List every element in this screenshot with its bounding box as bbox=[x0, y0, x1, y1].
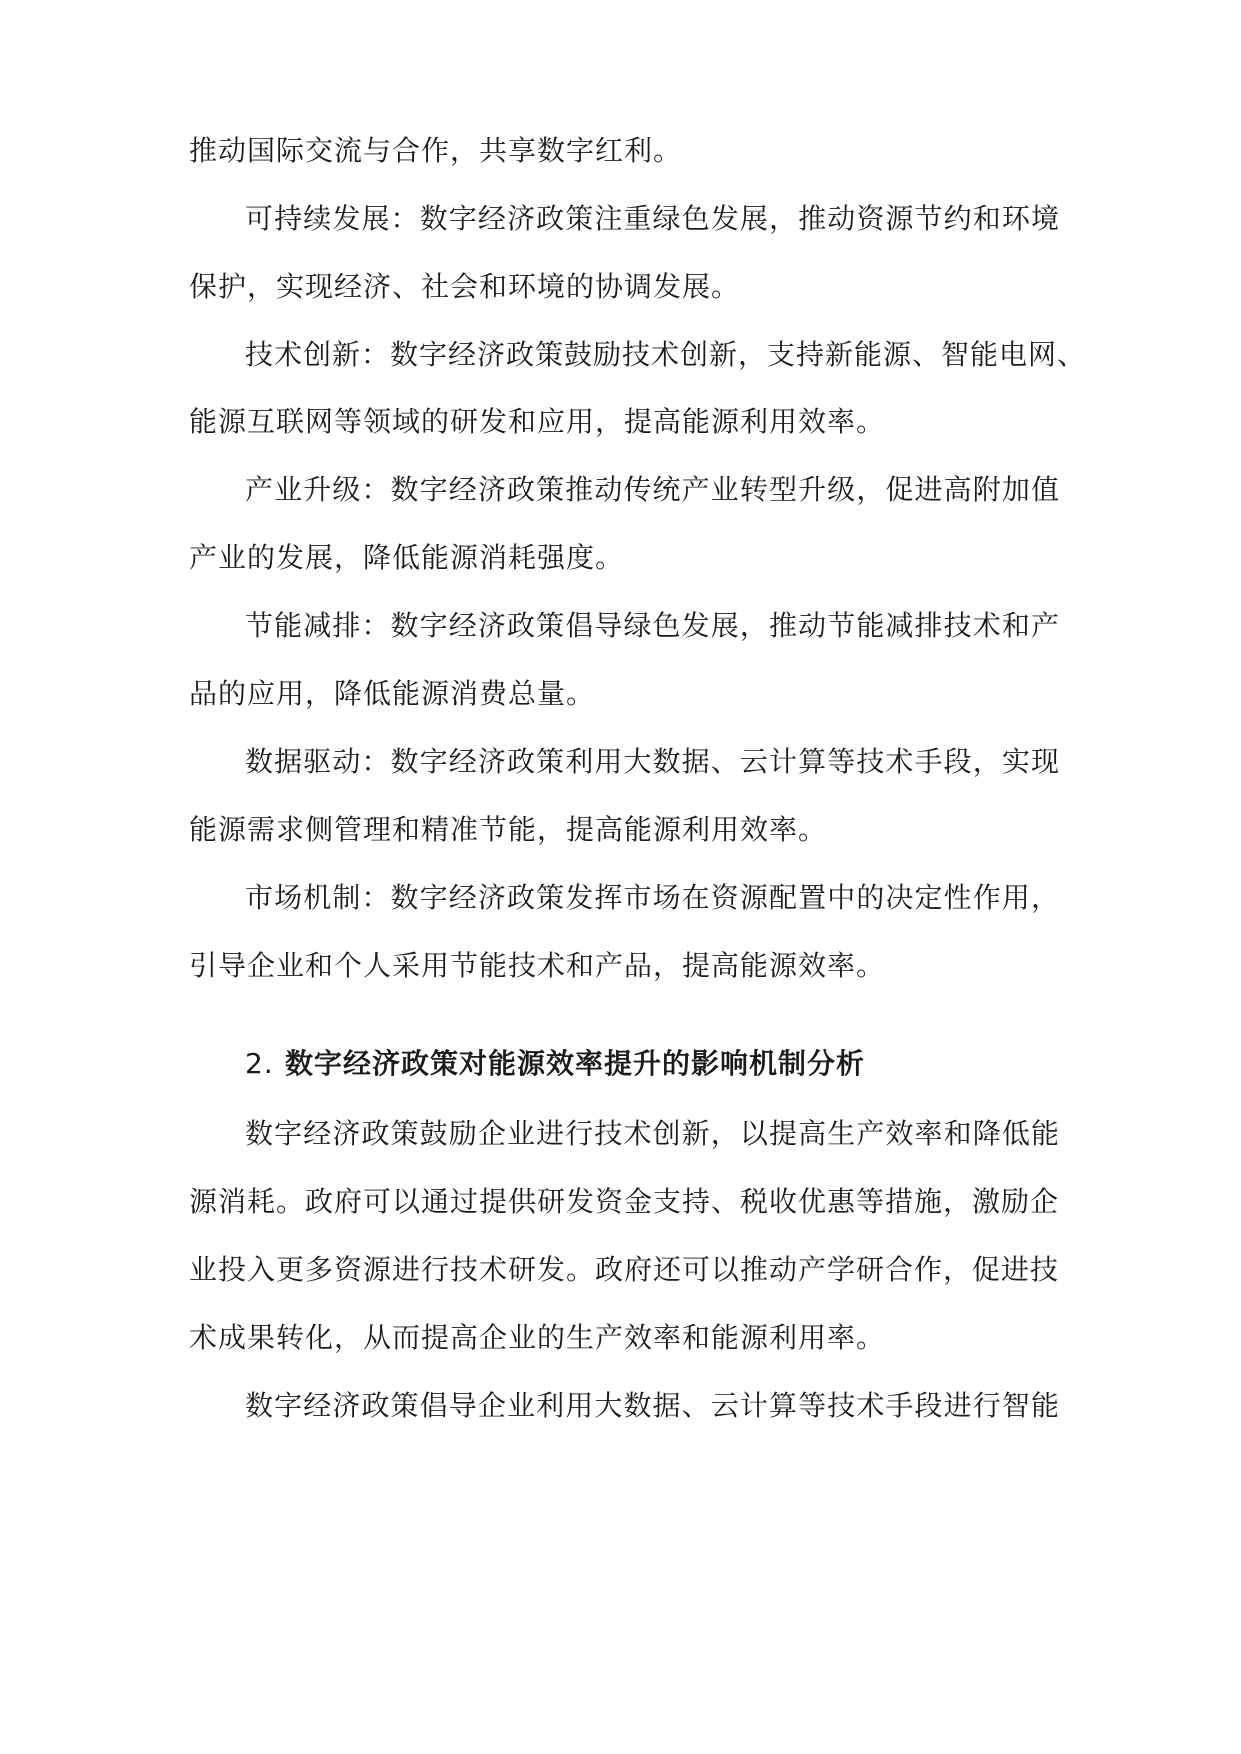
paragraph-line: 可持续发展：数字经济政策注重绿色发展，推动资源节约和环境 bbox=[245, 202, 1060, 235]
paragraph-line: 能源需求侧管理和精准节能，提高能源利用效率。 bbox=[189, 813, 828, 846]
paragraph-line: 保护，实现经济、社会和环境的协调发展。 bbox=[189, 270, 741, 303]
paragraph-line: 数据驱动：数字经济政策利用大数据、云计算等技术手段，实现 bbox=[245, 745, 1060, 778]
paragraph-line: 品的应用，降低能源消费总量。 bbox=[189, 677, 596, 710]
paragraph-line: 源消耗。政府可以通过提供研发资金支持、税收优惠等措施，激励企 bbox=[189, 1185, 1060, 1218]
section-title: 数字经济政策对能源效率提升的影响机制分析 bbox=[285, 1047, 866, 1080]
paragraph-line: 术成果转化，从而提高企业的生产效率和能源利用率。 bbox=[189, 1321, 886, 1354]
paragraph-line: 数字经济政策倡导企业利用大数据、云计算等技术手段进行智能 bbox=[245, 1389, 1060, 1422]
paragraph-line: 推动国际交流与合作，共享数字红利。 bbox=[189, 134, 683, 167]
paragraph-line: 能源互联网等领域的研发和应用，提高能源利用效率。 bbox=[189, 405, 886, 438]
paragraph-line: 产业升级：数字经济政策推动传统产业转型升级，促进高附加值 bbox=[245, 473, 1060, 506]
paragraph-line: 技术创新：数字经济政策鼓励技术创新，支持新能源、智能电网、 bbox=[245, 338, 1087, 371]
paragraph-line: 节能减排：数字经济政策倡导绿色发展，推动节能减排技术和产 bbox=[245, 609, 1060, 642]
section-heading bbox=[245, 1044, 865, 1084]
paragraph-line: 数字经济政策鼓励企业进行技术创新，以提高生产效率和降低能 bbox=[245, 1117, 1060, 1150]
section-number: 2. bbox=[245, 1047, 274, 1080]
paragraph-line: 引导企业和个人采用节能技术和产品，提高能源效率。 bbox=[189, 949, 886, 982]
paragraph-line: 业投入更多资源进行技术研发。政府还可以推动产学研合作，促进技 bbox=[189, 1253, 1060, 1286]
paragraph-line: 产业的发展，降低能源消耗强度。 bbox=[189, 541, 625, 574]
paragraph-line: 市场机制：数字经济政策发挥市场在资源配置中的决定性作用， bbox=[245, 881, 1060, 914]
